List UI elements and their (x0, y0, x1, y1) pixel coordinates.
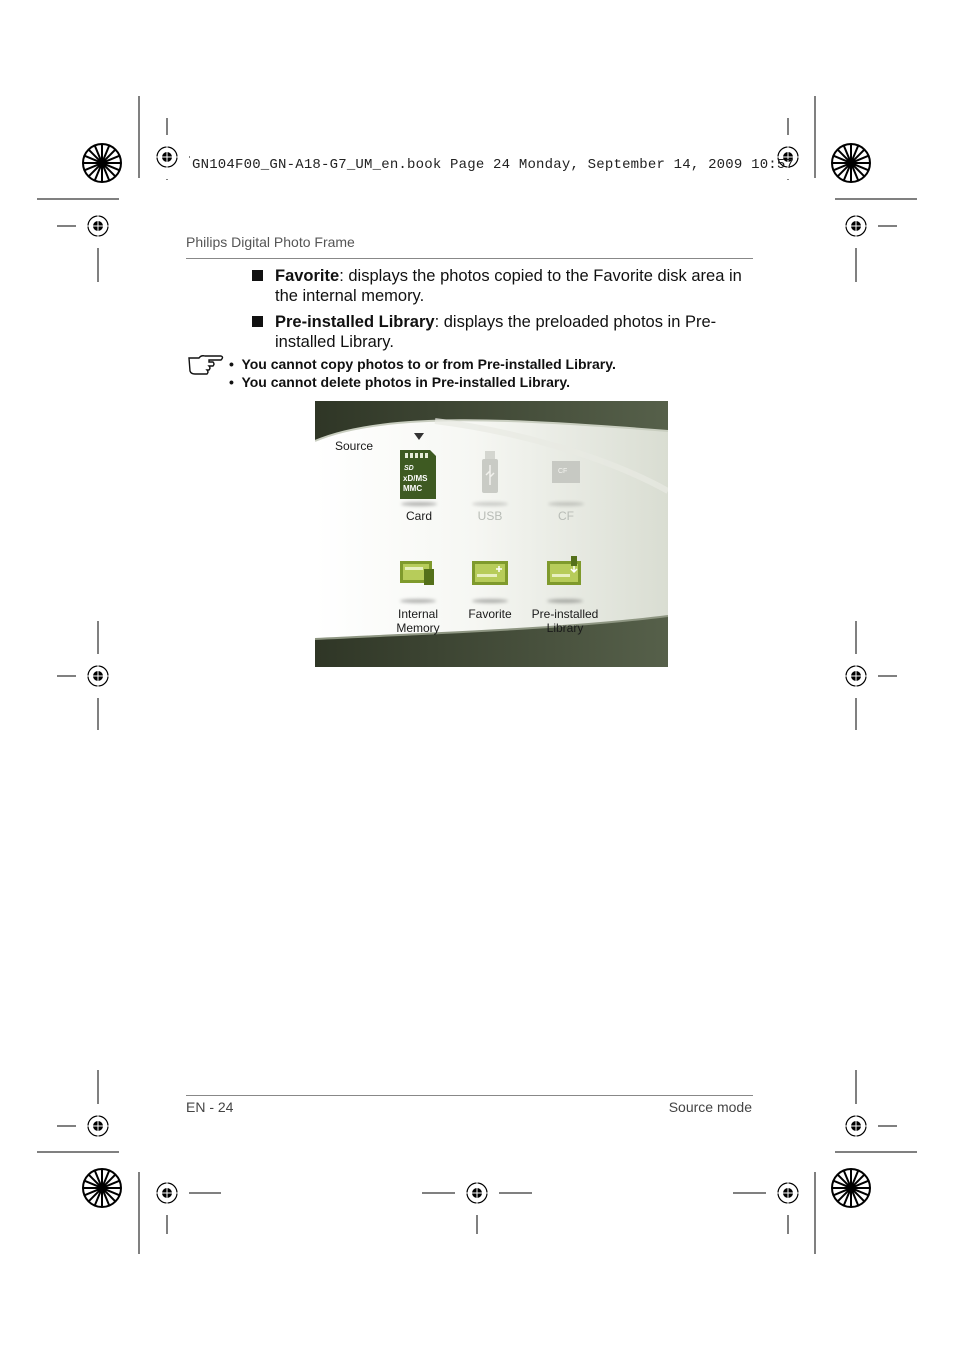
album-label-line1: Pre-installed (531, 607, 599, 621)
card-text-sd: SD (404, 465, 414, 472)
page-number: EN - 24 (186, 1099, 234, 1115)
album-label-line2: Library (546, 621, 584, 635)
album-favorite[interactable] (455, 556, 525, 636)
favorite-icon (472, 561, 508, 585)
note-text: You cannot delete photos in Pre-installed Library. (241, 374, 570, 390)
source-label: CF (558, 509, 574, 523)
cf-text: CF (558, 468, 568, 475)
preinstalled-library-icon (547, 556, 585, 585)
album-preinstalled-library[interactable] (526, 556, 604, 636)
bullet-text: : displays the preloaded photos in Pre-installed Library. (275, 313, 717, 351)
running-head: Philips Digital Photo Frame (186, 234, 355, 250)
album-internal-memory[interactable] (383, 556, 453, 636)
album-label-line1: Internal (397, 607, 439, 621)
icon-shadow (547, 599, 583, 603)
album-label-line1: Favorite (468, 607, 512, 621)
icon-shadow (401, 502, 437, 506)
screen-title: Source (335, 439, 374, 453)
bullet-term: Favorite (275, 267, 340, 285)
section-title: Source mode (668, 1099, 752, 1115)
card-text-mmc: MMC (403, 484, 423, 493)
internal-memory-icon (400, 559, 436, 585)
compact-flash-icon (552, 461, 580, 483)
bullet-favorite (252, 266, 752, 306)
bullet-preinstalled-library (252, 312, 752, 352)
source-label: Card (405, 509, 432, 523)
bullet-text: : displays the photos copied to the Favorite disk area in the internal memory. (275, 267, 742, 305)
header-rule (186, 258, 753, 259)
source-usb[interactable] (461, 447, 519, 527)
bullet-square-icon (252, 316, 263, 327)
icon-shadow (472, 599, 508, 603)
note-text: You cannot copy photos to or from Pre-installed Library. (241, 356, 616, 372)
usb-icon (482, 451, 498, 493)
album-label-line2: Memory (396, 621, 440, 635)
card-text-xd: xD/MS (403, 474, 428, 483)
bullet-square-icon (252, 270, 263, 281)
print-header: GN104F00_GN-A18-G7_UM_en.book Page 24 Monday, September 14, 2009 10:57 (192, 157, 795, 173)
source-label: USB (477, 509, 503, 523)
note-item: • You cannot copy photos to or from Pre-installed Library. (229, 356, 616, 372)
bullet-term: Pre-installed Library (275, 313, 435, 331)
note-item: • You cannot delete photos in Pre-installed Library. (229, 374, 570, 390)
source-menu-screenshot (315, 401, 668, 667)
source-card[interactable] (390, 447, 448, 527)
selection-arrow-icon (414, 433, 424, 440)
icon-shadow (548, 502, 584, 506)
icon-shadow (400, 599, 436, 603)
memory-card-icon (400, 447, 438, 499)
icon-shadow (472, 502, 508, 506)
source-cf[interactable] (537, 447, 595, 527)
footer-rule (186, 1095, 753, 1096)
pointing-hand-icon (187, 354, 225, 376)
